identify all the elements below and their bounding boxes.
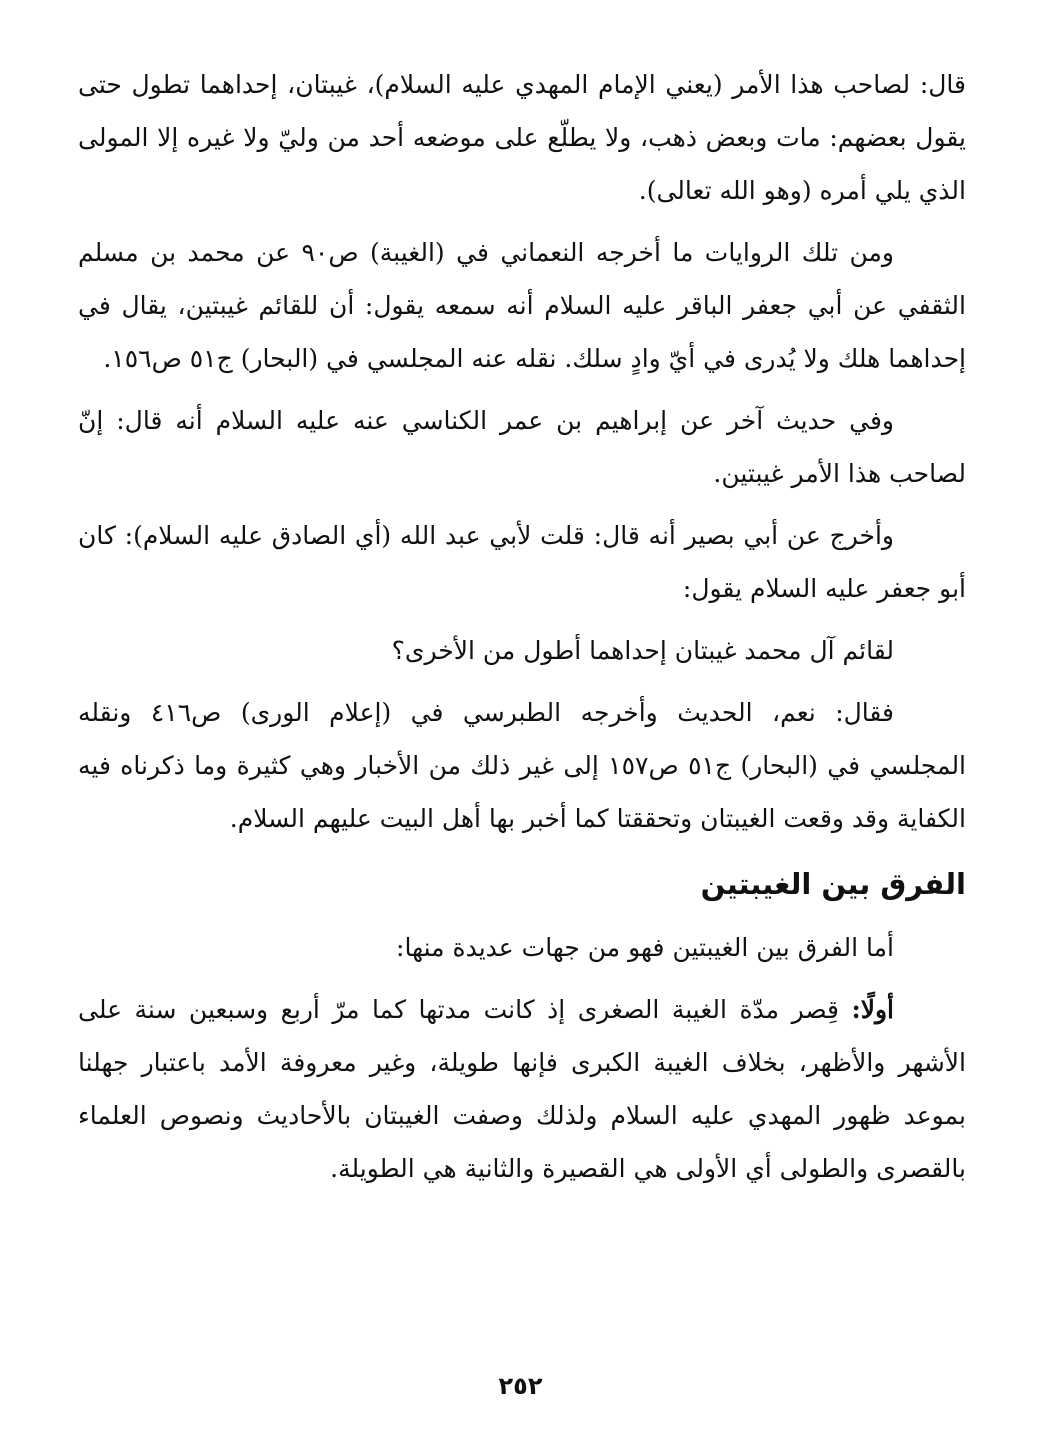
paragraph-4: وأخرج عن أبي بصير أنه قال: قلت لأبي عبد الله (أي الصادق عليه السلام): كان أبو جعفر عليه السلام يقول: <box>78 521 966 603</box>
page-number: ٢٥٢ <box>498 1372 543 1400</box>
point-one-lead: أولًا: <box>851 995 894 1024</box>
point-one-text: قِصر مدّة الغيبة الصغرى إذ كانت مدتها كما مرّ أربع وسبعين سنة على الأشهر والأظهر، بخلاف الغيبة الكبرى فإنها طويلة، وغير معروفة الأمد باعتبار جهلنا بموعد ظهور المهدي عليه السلام ولذلك وصفت الغيبتان بالأحاديث ونصوص العلماء بالقصرى والطولى أي الأولى هي القصيرة والثانية هي الطويلة. <box>78 995 966 1183</box>
paragraph-point-one <box>78 983 966 1195</box>
paragraph-1: قال: لصاحب هذا الأمر (يعني الإمام المهدي عليه السلام)، غيبتان، إحداهما تطول حتى يقول بعضهم: مات وبعض ذهب، ولا يطلّع على موضعه أحد من وليّ ولا غيره إلا المولى الذي يلي أمره (وهو الله تعالى). <box>78 70 966 205</box>
section-heading: الفرق بين الغيبتين <box>700 867 966 901</box>
paragraph-2: ومن تلك الروايات ما أخرجه النعماني في (الغيبة) ص٩٠ عن محمد بن مسلم الثقفي عن أبي جعفر الباقر عليه السلام أنه سمعه يقول: أن للقائم غيبتين، يقال في إحداهما هلك ولا يُدرى في أيّ وادٍ سلك. نقله عنه المجلسي في (البحار) ج٥١ ص١٥٦. <box>78 238 966 373</box>
paragraph-6: فقال: نعم، الحديث وأخرجه الطبرسي في (إعلام الورى) ص٤١٦ ونقله المجلسي في (البحار) ج٥١ ص١٥٧ إلى غير ذلك من الأخبار وهي كثيرة وما ذكرناه فيه الكفاية وقد وقعت الغيبتان وتحققتا كما أخبر بها أهل البيت عليهم السلام. <box>78 698 967 833</box>
document-page <box>78 58 966 1204</box>
paragraph-3: وفي حديث آخر عن إبراهيم بن عمر الكناسي عنه عليه السلام أنه قال: إنّ لصاحب هذا الأمر غيبتين. <box>78 406 966 488</box>
paragraph-5-quote: لقائم آل محمد غيبتان إحداهما أطول من الأخرى؟ <box>391 636 894 665</box>
paragraph-7: أما الفرق بين الغيبتين فهو من جهات عديدة منها: <box>396 933 894 962</box>
